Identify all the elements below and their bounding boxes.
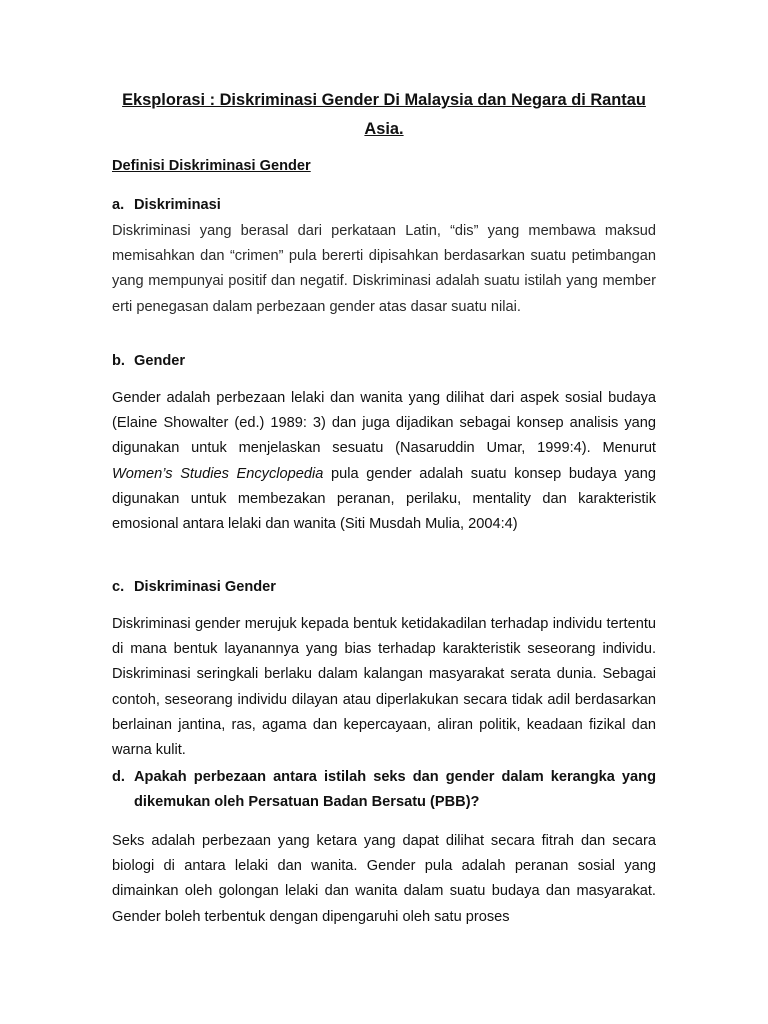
list-marker: b. [112,353,125,369]
section-heading: Definisi Diskriminasi Gender [112,158,311,174]
book-title: Women’s Studies Encyclopedia [112,465,324,482]
paragraph-gender [112,386,656,537]
list-marker: d. [112,769,125,785]
subheading-seks-gender-question [112,765,656,815]
paragraph-text: pula gender adalah suatu konsep budaya yang digunakan untuk membezakan peranan, perilaku, mentality dan karakteristik emosional antara lelaki dan wanita (Siti Musdah Mulia, 2004:4) [112,465,656,533]
subheading-label: Gender [134,353,186,369]
paragraph-text: Gender adalah perbezaan lelaki dan wanita yang dilihat dari aspek sosial budaya (Elaine Showalter (ed.) 1989: 3) dan juga dijadikan sebagai konsep analisis yang digunakan untuk menjelaskan sesuatu (Nasaruddin Umar, 1999:4). Menurut [112,390,656,457]
paragraph-diskriminasi-gender: Diskriminasi gender merujuk kepada bentuk ketidakadilan terhadap individu tertentu di mana bentuk layanannya yang bias terhadap karakteristik seseorang individu. Diskriminasi seringkali berlaku dalam kalangan masyarakat serata dunia. Sebagai contoh, seseorang individu dilayan atau diperlakukan secara tidak adil berdasarkan berlainan jantina, ras, agama dan kepercayaan, aliran politik, keadaan fizikal dan warna kulit. [112,616,656,759]
list-marker: c. [112,579,125,595]
subheading-diskriminasi-gender [112,577,276,597]
question-text: Apakah perbezaan antara istilah seks dan gender dalam kerangka yang dikemukan oleh Persatuan Badan Bersatu (PBB)? [134,769,656,810]
subheading-label: Diskriminasi [134,197,221,213]
subheading-diskriminasi [112,195,221,215]
subheading-label: Diskriminasi Gender [134,579,276,595]
document-title: Eksplorasi : Diskriminasi Gender Di Malaysia dan Negara di Rantau Asia. [122,91,646,138]
list-marker: a. [112,197,125,213]
paragraph-seks-gender: Seks adalah perbezaan yang ketara yang dapat dilihat secara fitrah dan secara biologi di antara lelaki dan wanita. Gender pula adalah peranan sosial yang dimainkan oleh golongan lelaki dan wanita dalam suatu budaya dan masyarakat. Gender boleh terbentuk dengan dipengaruhi oleh satu proses [112,833,656,925]
paragraph-diskriminasi: Diskriminasi yang berasal dari perkataan Latin, “dis” yang membawa maksud memisahkan dan “crimen” pula bererti dipisahkan berdasarkan suatu petimbangan yang mempunyai positif dan negatif. Diskriminasi adalah suatu istilah yang member erti penegasan dalam perbezaan gender atas dasar suatu nilai. [112,223,656,315]
subheading-gender [112,351,185,371]
